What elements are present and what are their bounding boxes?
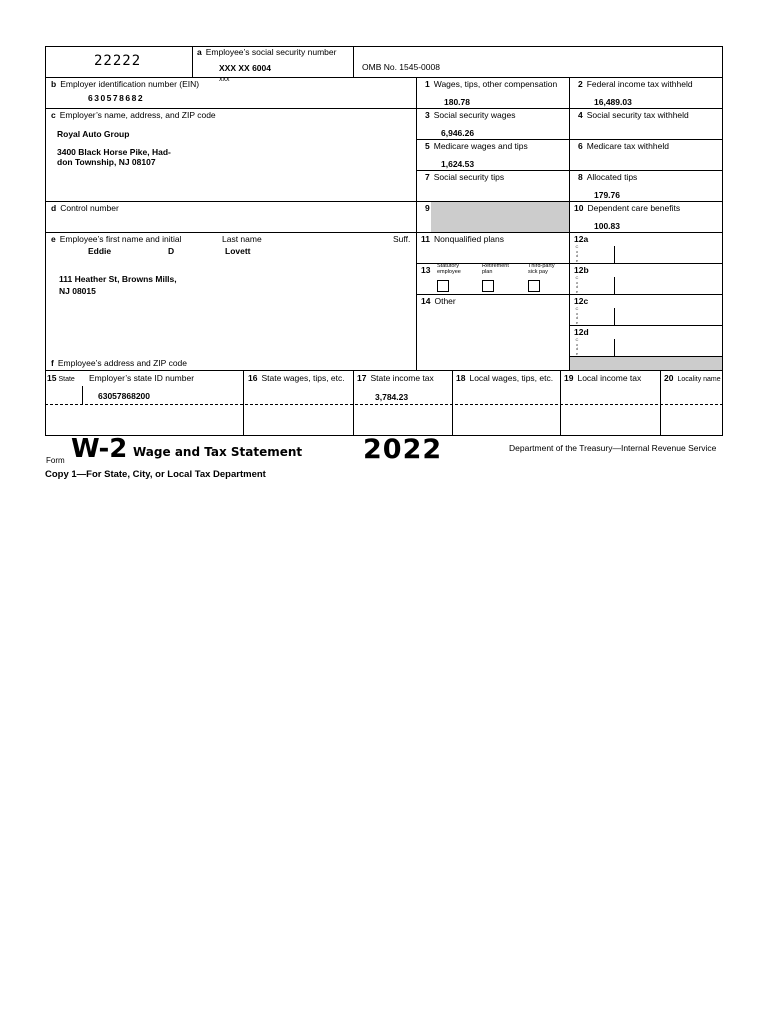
box-d-label: d Control number [51, 203, 119, 213]
copy-designation: Copy 1—For State, City, or Local Tax Department [45, 469, 266, 480]
box-5-medicare-wages: 1,624.53 [441, 159, 475, 169]
employer-ein: 630578682 [88, 93, 145, 103]
employee-address-line-1: 111 Heather St, Browns Mills, [59, 274, 177, 284]
employee-last-name: Lovett [225, 246, 251, 256]
third-party-sick-pay-checkbox[interactable] [528, 280, 540, 292]
employer-state-id: 63057868200 [98, 391, 151, 401]
box-c-label: c Employer’s name, address, and ZIP code [51, 110, 216, 120]
employee-initial: D [168, 246, 175, 256]
box-6-label: 6 Medicare tax withheld [578, 141, 669, 151]
box-e-last-name-label: Last name [222, 234, 262, 244]
box-17-state-income-tax: 3,784.23 [375, 392, 409, 402]
box-12d-label: 12d [574, 327, 589, 337]
third-party-sick-pay-label: Third-party sick pay [528, 263, 555, 275]
employee-first-name: Eddie [88, 246, 112, 256]
box-4-label: 4 Social security tax withheld [578, 110, 689, 120]
box-e-label: e Employee’s first name and initial [51, 234, 182, 244]
retirement-plan-label: Retirement plan [482, 263, 509, 275]
department-label: Department of the Treasury—Internal Revenue Service [509, 443, 717, 453]
box-3-label: 3 Social security wages [425, 110, 516, 120]
box-2-label: 2 Federal income tax withheld [578, 79, 693, 89]
box-12d-bottom-shaded [570, 357, 722, 370]
form-title: Wage and Tax Statement [133, 445, 303, 459]
box-12c-label: 12c [574, 296, 589, 306]
box-11-label: 11 Nonqualified plans [421, 234, 504, 244]
box-8-label: 8 Allocated tips [578, 172, 638, 182]
box-10-label: 10 Dependent care benefits [574, 203, 681, 213]
box-12c-code-label: C o d e [575, 306, 579, 325]
box-18-label: 18 Local wages, tips, etc. [456, 373, 554, 383]
box-12b-code-label: C o d e [575, 275, 579, 294]
box-12a-code-label: C o d e [575, 244, 579, 263]
box-12d-code-label: C o d e [575, 337, 579, 356]
box-15-label: 15 State [47, 373, 75, 383]
form-prefix: Form [46, 456, 65, 465]
box-15-state-id-label: Employer’s state ID number [89, 373, 195, 383]
control-code-box [46, 47, 192, 77]
control-code: 22222 [94, 53, 142, 69]
form-year: 2022 [363, 434, 443, 465]
box-17-label: 17 State income tax [357, 373, 434, 383]
box-5-label: 5 Medicare wages and tips [425, 141, 528, 151]
ein-overflow-text: xxx [219, 76, 230, 83]
employer-address-line-1: 3400 Black Horse Pike, Had- [57, 147, 171, 157]
box-3-ss-wages: 6,946.26 [441, 128, 475, 138]
box-f-label: f Employee’s address and ZIP code [51, 358, 187, 368]
statutory-employee-label: Statutory employee [437, 263, 461, 275]
box-16-label: 16 State wages, tips, etc. [248, 373, 345, 383]
box-b-label: b Employer identification number (EIN) [51, 79, 200, 89]
box-1-label: 1 Wages, tips, other compensation [425, 79, 558, 89]
box-e-suffix-label: Suff. [393, 234, 411, 244]
employee-ssn: XXX XX 6004 [219, 63, 271, 73]
box-8-allocated-tips: 179.76 [594, 190, 620, 200]
employer-address-line-2: don Township, NJ 08107 [57, 157, 156, 167]
form-name: W-2 [71, 434, 128, 464]
box-19-label: 19 Local income tax [564, 373, 642, 383]
omb-number: OMB No. 1545-0008 [362, 62, 440, 72]
retirement-plan-checkbox[interactable] [482, 280, 494, 292]
box-20-label: 20 Locality name [664, 373, 721, 383]
box-a-label: a Employee’s social security number [197, 47, 337, 57]
box-14-label: 14 Other [421, 296, 456, 306]
statutory-employee-checkbox[interactable] [437, 280, 449, 292]
box-13-label: 13 [421, 265, 431, 275]
employer-name: Royal Auto Group [57, 129, 130, 139]
box-9-shaded [431, 202, 569, 232]
box-2-federal-withheld: 16,489.03 [594, 97, 632, 107]
employee-address-line-2: NJ 08015 [59, 286, 96, 296]
box-1-wages: 180.78 [444, 97, 470, 107]
box-10-dependent-care: 100.83 [594, 221, 620, 231]
box-12a-label: 12a [574, 234, 589, 244]
box-9-label: 9 [425, 203, 430, 213]
box-7-label: 7 Social security tips [425, 172, 505, 182]
box-12b-label: 12b [574, 265, 589, 275]
